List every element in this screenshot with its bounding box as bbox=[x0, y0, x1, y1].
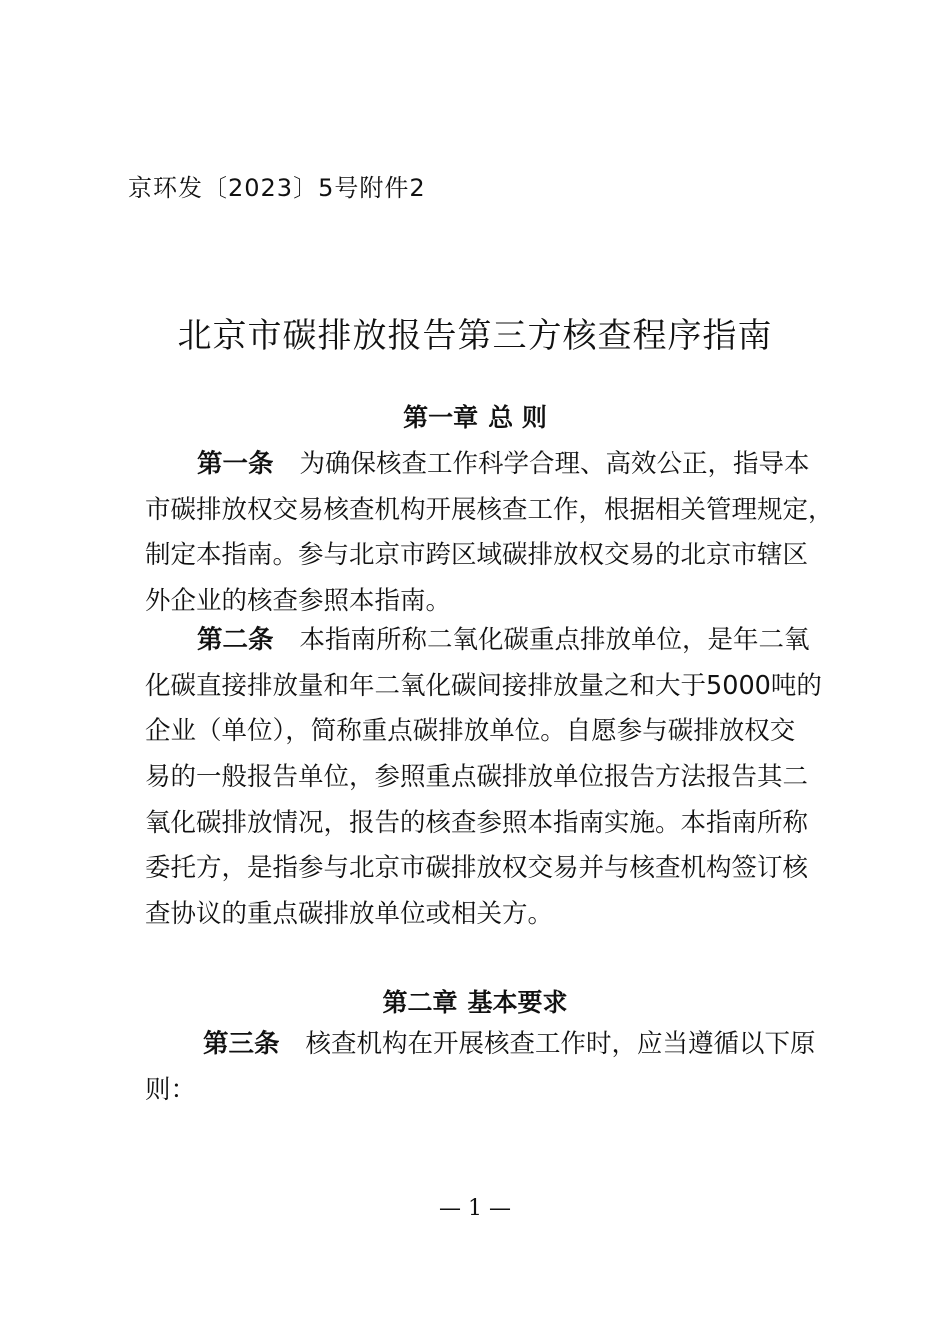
article-2-line: 企业（单位），简称重点碳排放单位。自愿参与碳排放权交 bbox=[145, 716, 796, 747]
article-2-label: 第二条 bbox=[197, 625, 274, 655]
article-2-line: 化碳直接排放量和年二氧化碳间接排放量之和大于5000吨的 bbox=[145, 670, 822, 701]
chapter-2-name: 基本要求 bbox=[467, 988, 568, 1017]
article-2-line: 易的一般报告单位，参照重点碳排放单位报告方法报告其二 bbox=[145, 762, 809, 793]
article-3-line: 核查机构在开展核查工作时，应当遵循以下原 bbox=[305, 1029, 816, 1059]
article-1-line: 制定本指南。参与北京市跨区域碳排放权交易的北京市辖区 bbox=[145, 540, 809, 571]
chapter-1-heading bbox=[0, 398, 950, 434]
article-1-line: 市碳排放权交易核查机构开展核查工作，根据相关管理规定， bbox=[145, 494, 834, 525]
article-1-line: 为确保核查工作科学合理、高效公正，指导本 bbox=[299, 449, 810, 479]
article-2-line: 委托方，是指参与北京市碳排放权交易并与核查机构签订核 bbox=[145, 853, 809, 884]
article-3 bbox=[145, 1022, 845, 1113]
document-title: 北京市碳排放报告第三方核查程序指南 bbox=[177, 316, 773, 356]
chapter-1-number: 第一章 bbox=[403, 403, 479, 432]
article-2-line: 氧化碳排放情况，报告的核查参照本指南实施。本指南所称 bbox=[145, 807, 809, 838]
article-3-line: 则： bbox=[145, 1074, 197, 1105]
document-number: 京环发〔2023〕5号附件2 bbox=[128, 174, 426, 202]
article-2-line: 查协议的重点碳排放单位或相关方。 bbox=[145, 899, 554, 930]
chapter-1-name: 总 则 bbox=[488, 403, 547, 432]
article-3-label: 第三条 bbox=[203, 1029, 280, 1059]
chapter-2-number: 第二章 bbox=[382, 988, 458, 1017]
article-1-line: 外企业的核查参照本指南。 bbox=[145, 586, 452, 617]
chapter-2-heading bbox=[0, 983, 950, 1019]
article-1 bbox=[145, 442, 845, 625]
article-2-line: 本指南所称二氧化碳重点排放单位，是年二氧 bbox=[299, 625, 810, 655]
article-2 bbox=[145, 618, 845, 938]
page-number: — 1 — bbox=[439, 1196, 511, 1221]
article-1-label: 第一条 bbox=[197, 449, 274, 479]
